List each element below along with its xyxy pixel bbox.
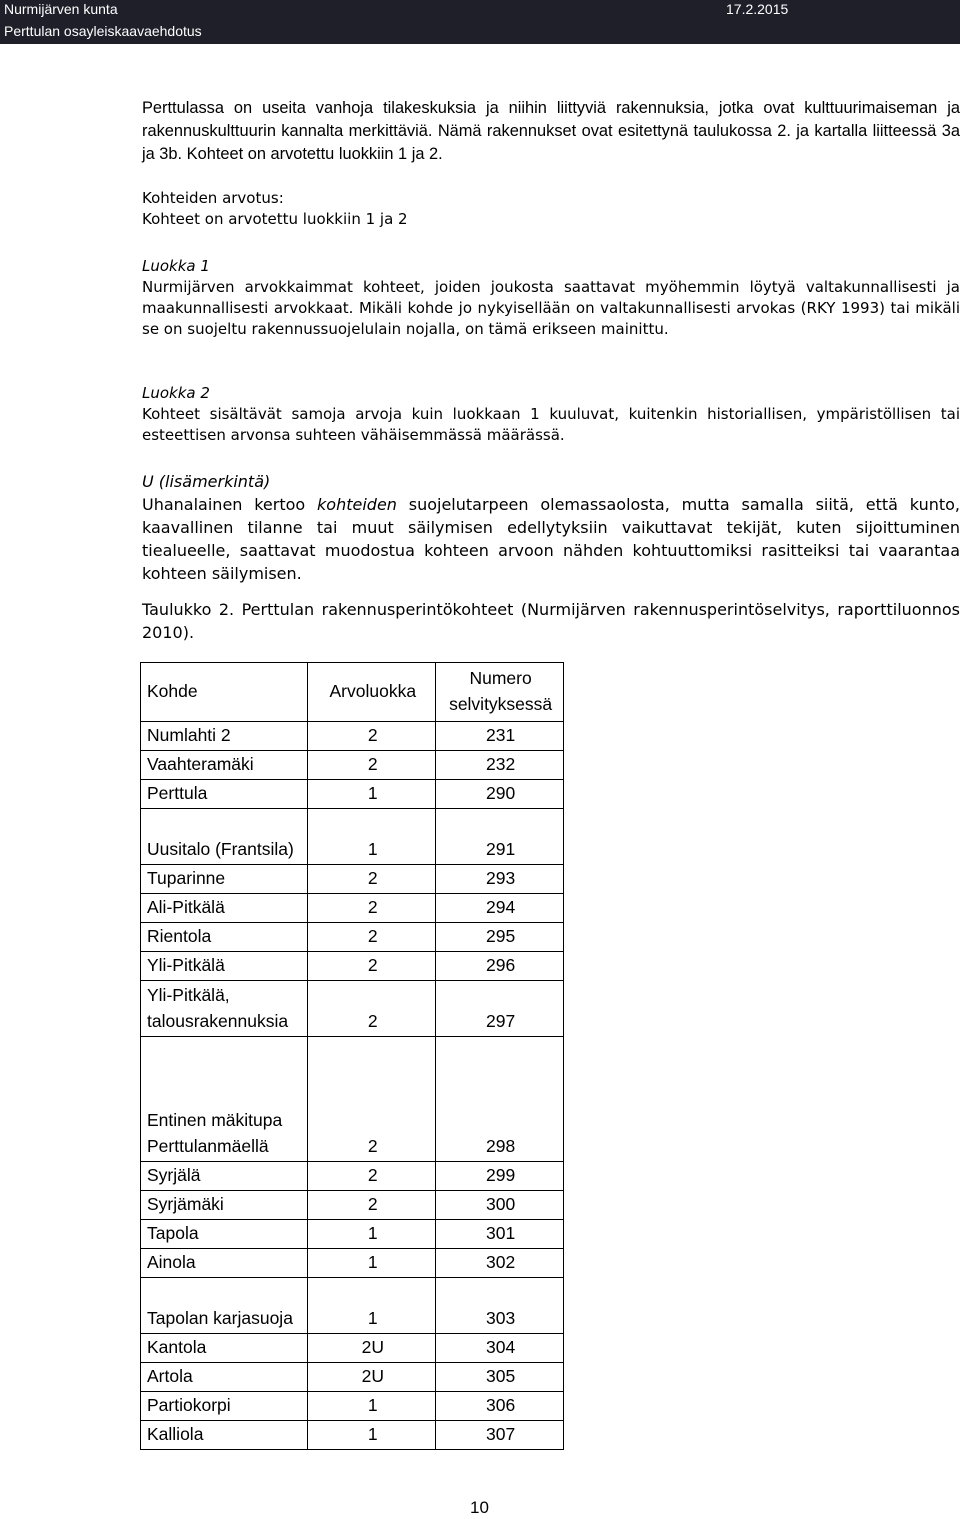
- cell-numero: 305: [436, 1363, 564, 1392]
- cell-arvoluokka: 1: [308, 1421, 436, 1450]
- table-row: [141, 1037, 564, 1162]
- cell-arvoluokka: 2: [308, 751, 436, 780]
- table-row: [141, 1392, 564, 1421]
- cell-numero: 294: [436, 894, 564, 923]
- cell-kohde: Numlahti 2: [141, 722, 308, 751]
- header-date: 17.2.2015: [726, 1, 789, 17]
- table-row: [141, 780, 564, 809]
- cell-arvoluokka: 1: [308, 1278, 436, 1334]
- table-row: [141, 1220, 564, 1249]
- cell-numero: 290: [436, 780, 564, 809]
- cell-kohde: Syrjämäki: [141, 1191, 308, 1220]
- cell-numero: 303: [436, 1278, 564, 1334]
- heritage-table: [140, 662, 564, 1450]
- cell-numero: 304: [436, 1334, 564, 1363]
- page-number: 10: [470, 1498, 489, 1517]
- table-row: [141, 981, 564, 1037]
- cell-arvoluokka: 2: [308, 1191, 436, 1220]
- cell-arvoluokka: 2: [308, 981, 436, 1037]
- cell-numero: 301: [436, 1220, 564, 1249]
- table-caption: Taulukko 2. Perttulan rakennusperintökohteet (Nurmijärven rakennusperintöselvitys, raporttiluonnos 2010).: [142, 600, 960, 642]
- cell-arvoluokka: 1: [308, 1392, 436, 1421]
- table-row: [141, 1421, 564, 1450]
- cell-numero: 231: [436, 722, 564, 751]
- table-row: [141, 809, 564, 865]
- cell-kohde: Perttula: [141, 780, 308, 809]
- cell-kohde: Partiokorpi: [141, 1392, 308, 1421]
- rating-line: Kohteet on arvotettu luokkiin 1 ja 2: [142, 210, 408, 228]
- cell-arvoluokka: 1: [308, 1220, 436, 1249]
- table-row: [141, 894, 564, 923]
- table-body: [141, 722, 564, 1450]
- cell-kohde: Yli-Pitkälä: [141, 952, 308, 981]
- cell-numero: 296: [436, 952, 564, 981]
- cell-kohde: Kantola: [141, 1334, 308, 1363]
- page-header: [0, 0, 960, 44]
- table-row: [141, 1334, 564, 1363]
- cell-arvoluokka: 2: [308, 722, 436, 751]
- extra-title: U (lisämerkintä): [142, 472, 271, 491]
- table-row: [141, 952, 564, 981]
- cell-numero: 307: [436, 1421, 564, 1450]
- cell-numero: 300: [436, 1191, 564, 1220]
- class1-title: Luokka 1: [142, 257, 210, 275]
- class2-section: [142, 383, 960, 446]
- table-row: [141, 1249, 564, 1278]
- cell-arvoluokka: 2: [308, 923, 436, 952]
- class2-title: Luokka 2: [142, 384, 210, 402]
- table-row: [141, 865, 564, 894]
- cell-kohde: Yli-Pitkälä, talousrakennuksia: [141, 981, 308, 1037]
- cell-kohde: Tapola: [141, 1220, 308, 1249]
- cell-arvoluokka: 1: [308, 780, 436, 809]
- cell-kohde: Syrjälä: [141, 1162, 308, 1191]
- cell-numero: 299: [436, 1162, 564, 1191]
- class1-text: Nurmijärven arvokkaimmat kohteet, joiden joukosta saattavat myöhemmin löytyä valtakunnallisesti ja maakunnallisesti arvokkaat. Mikäli kohde jo nykyisellään on valtakunnallisesti arvokas (RKY 1993) tai mikäli se on suojeltu rakennussuojelulain nojalla, on tämä erikseen mainittu.: [142, 278, 960, 338]
- cell-numero: 232: [436, 751, 564, 780]
- cell-arvoluokka: 1: [308, 1249, 436, 1278]
- cell-numero: 293: [436, 865, 564, 894]
- cell-arvoluokka: 2: [308, 1037, 436, 1162]
- extra-text: Uhanalainen kertoo kohteiden suojelutarpeen olemassaolosta, mutta samalla siitä, että kunto, kaavallinen tilanne tai muut säilymisen edellytyksiin vaikuttavat tekijät, kuten sijoittuminen tiealueelle, saattavat muodostua kohteen arvoon nähden kohtuuttomiksi rasitteiksi tai vaarantaa kohteen säilymisen.: [142, 495, 960, 583]
- table-row: [141, 1363, 564, 1392]
- cell-numero: 306: [436, 1392, 564, 1421]
- intro-paragraph: Perttulassa on useita vanhoja tilakeskuksia ja niihin liittyviä rakennuksia, jotka ovat kulttuurimaiseman ja rakennuskulttuurin kannalta merkittäviä. Nämä rakennukset ovat esitettynä taulukossa 2. ja kartalla liitteessä 3a ja 3b. Kohteet on arvotettu luokkiin 1 ja 2.: [142, 99, 960, 163]
- cell-arvoluokka: 2: [308, 952, 436, 981]
- cell-kohde: Tuparinne: [141, 865, 308, 894]
- class2-text: Kohteet sisältävät samoja arvoja kuin luokkaan 1 kuuluvat, kuitenkin historiallisen, ympäristöllisen tai esteettisen arvonsa suhteen vähäisemmässä määrässä.: [142, 405, 960, 444]
- table-row: [141, 923, 564, 952]
- table-row: [141, 1191, 564, 1220]
- table-row: [141, 751, 564, 780]
- class1-section: [142, 256, 960, 340]
- cell-numero: 298: [436, 1037, 564, 1162]
- extra-section: [142, 470, 960, 585]
- cell-arvoluokka: 1: [308, 809, 436, 865]
- cell-arvoluokka: 2: [308, 894, 436, 923]
- col-header-arvoluokka: Arvoluokka: [308, 663, 436, 722]
- cell-arvoluokka: 2U: [308, 1334, 436, 1363]
- rating-heading: Kohteiden arvotus:: [142, 189, 284, 207]
- cell-kohde: Artola: [141, 1363, 308, 1392]
- cell-numero: 297: [436, 981, 564, 1037]
- cell-kohde: Tapolan karjasuoja: [141, 1278, 308, 1334]
- table-row: [141, 1162, 564, 1191]
- cell-kohde: Entinen mäkitupa Perttulanmäellä: [141, 1037, 308, 1162]
- cell-arvoluokka: 2U: [308, 1363, 436, 1392]
- col-header-kohde: Kohde: [141, 663, 308, 722]
- table-row: [141, 722, 564, 751]
- col-header-numero: Numero selvityksessä: [436, 663, 564, 722]
- cell-kohde: Vaahteramäki: [141, 751, 308, 780]
- cell-arvoluokka: 2: [308, 865, 436, 894]
- header-org: Nurmijärven kunta: [4, 1, 118, 17]
- table-row: [141, 1278, 564, 1334]
- table-header-row: [141, 663, 564, 722]
- header-doc-title: Perttulan osayleiskaavaehdotus: [4, 23, 202, 39]
- cell-numero: 291: [436, 809, 564, 865]
- rating-section: [142, 188, 960, 230]
- cell-kohde: Ainola: [141, 1249, 308, 1278]
- cell-numero: 302: [436, 1249, 564, 1278]
- cell-kohde: Ali-Pitkälä: [141, 894, 308, 923]
- cell-numero: 295: [436, 923, 564, 952]
- cell-kohde: Kalliola: [141, 1421, 308, 1450]
- cell-arvoluokka: 2: [308, 1162, 436, 1191]
- cell-kohde: Rientola: [141, 923, 308, 952]
- cell-kohde: Uusitalo (Frantsila): [141, 809, 308, 865]
